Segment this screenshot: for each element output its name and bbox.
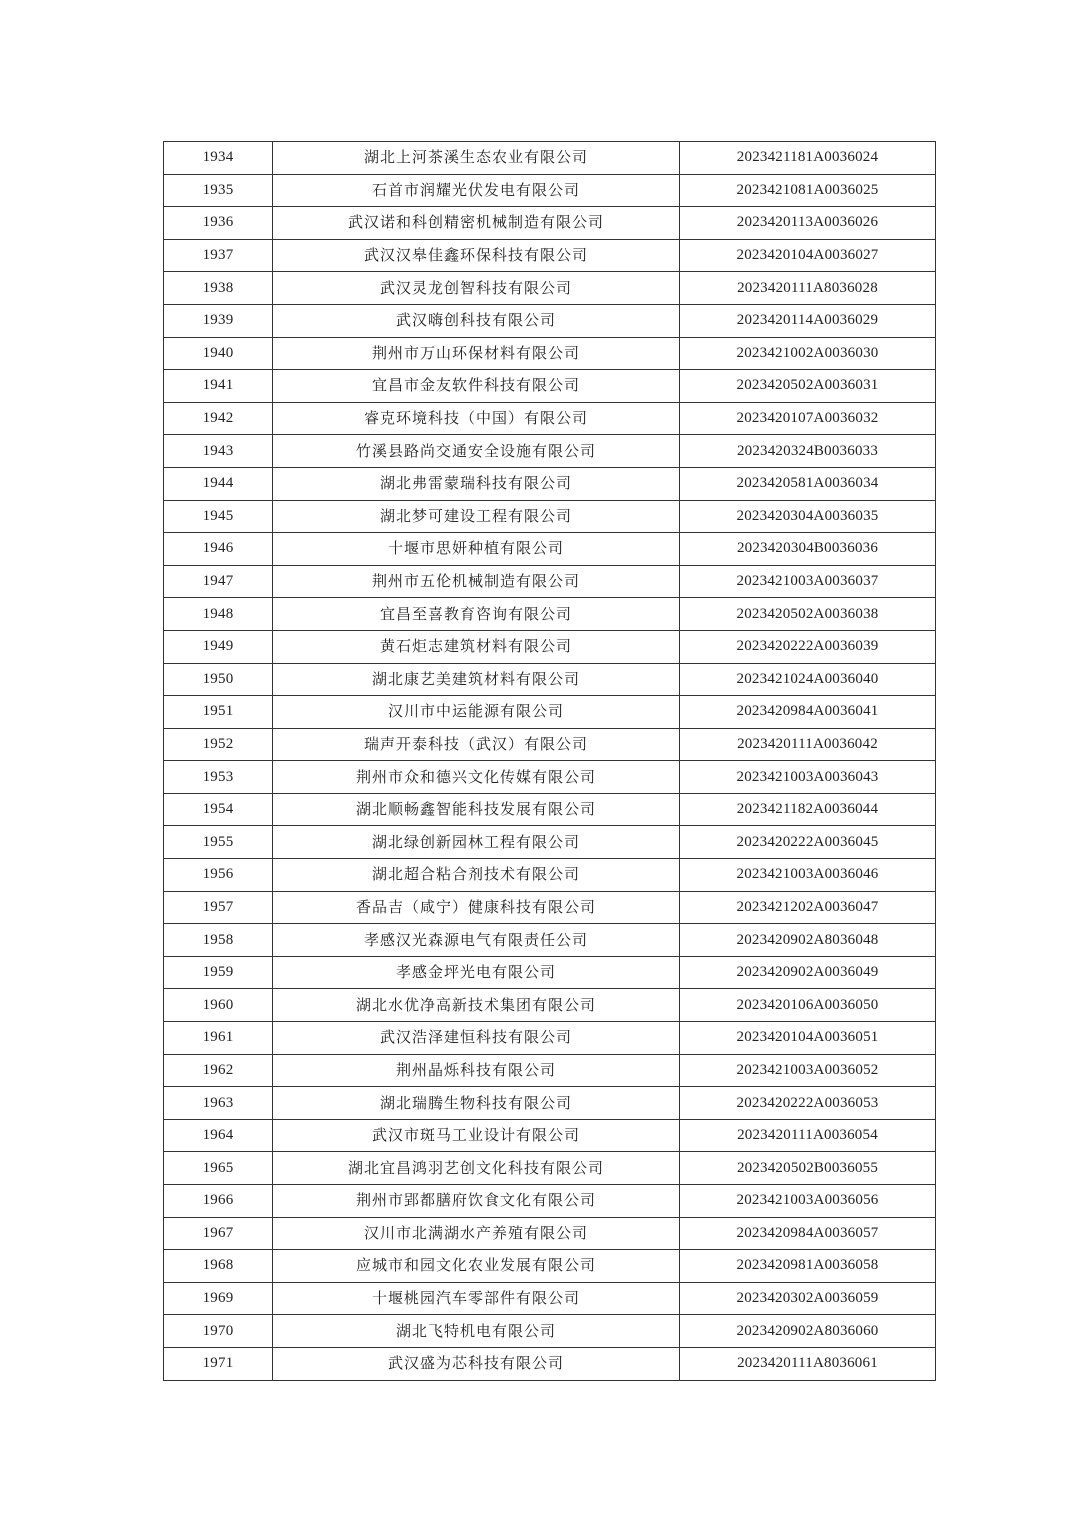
serial-number-cell: 1960	[164, 989, 273, 1022]
company-name-cell: 湖北水优净高新技术集团有限公司	[273, 989, 680, 1022]
serial-number-cell: 1965	[164, 1152, 273, 1185]
table-row	[164, 696, 936, 729]
registration-code-cell: 2023421003A0036037	[680, 565, 936, 598]
registration-code-cell: 2023421081A0036025	[680, 174, 936, 207]
registration-code-cell: 2023420502A0036031	[680, 370, 936, 403]
serial-number-cell: 1957	[164, 891, 273, 924]
serial-number-cell: 1943	[164, 435, 273, 468]
registration-code-cell: 2023420502B0036055	[680, 1152, 936, 1185]
serial-number-cell: 1949	[164, 630, 273, 663]
serial-number-cell: 1941	[164, 370, 273, 403]
registry-table-body	[164, 142, 936, 1381]
company-name-cell: 荆州市郢都膳府饮食文化有限公司	[273, 1185, 680, 1218]
serial-number-cell: 1961	[164, 1022, 273, 1055]
registration-code-cell: 2023421024A0036040	[680, 663, 936, 696]
table-row	[164, 239, 936, 272]
serial-number-cell: 1947	[164, 565, 273, 598]
table-row	[164, 826, 936, 859]
table-row	[164, 1315, 936, 1348]
registration-code-cell: 2023420902A8036060	[680, 1315, 936, 1348]
registration-code-cell: 2023421003A0036056	[680, 1185, 936, 1218]
table-row	[164, 989, 936, 1022]
serial-number-cell: 1951	[164, 696, 273, 729]
company-name-cell: 湖北梦可建设工程有限公司	[273, 500, 680, 533]
table-row	[164, 533, 936, 566]
table-row	[164, 1152, 936, 1185]
company-name-cell: 香品吉（咸宁）健康科技有限公司	[273, 891, 680, 924]
table-row	[164, 1217, 936, 1250]
company-name-cell: 湖北弗雷蒙瑞科技有限公司	[273, 467, 680, 500]
registration-code-cell: 2023420304B0036036	[680, 533, 936, 566]
company-name-cell: 石首市润耀光伏发电有限公司	[273, 174, 680, 207]
registration-code-cell: 2023420222A0036053	[680, 1087, 936, 1120]
serial-number-cell: 1944	[164, 467, 273, 500]
registration-code-cell: 2023421202A0036047	[680, 891, 936, 924]
company-name-cell: 湖北飞特机电有限公司	[273, 1315, 680, 1348]
table-row	[164, 956, 936, 989]
serial-number-cell: 1942	[164, 402, 273, 435]
serial-number-cell: 1968	[164, 1250, 273, 1283]
company-name-cell: 瑞声开泰科技（武汉）有限公司	[273, 728, 680, 761]
registration-code-cell: 2023420302A0036059	[680, 1282, 936, 1315]
table-row	[164, 1282, 936, 1315]
table-row	[164, 761, 936, 794]
table-row	[164, 1185, 936, 1218]
table-row	[164, 402, 936, 435]
serial-number-cell: 1964	[164, 1119, 273, 1152]
serial-number-cell: 1966	[164, 1185, 273, 1218]
registration-code-cell: 2023420111A0036054	[680, 1119, 936, 1152]
company-name-cell: 睿克环境科技（中国）有限公司	[273, 402, 680, 435]
company-name-cell: 汉川市北满湖水产养殖有限公司	[273, 1217, 680, 1250]
serial-number-cell: 1940	[164, 337, 273, 370]
table-row	[164, 565, 936, 598]
table-row	[164, 1087, 936, 1120]
company-name-cell: 汉川市中运能源有限公司	[273, 696, 680, 729]
serial-number-cell: 1938	[164, 272, 273, 305]
company-name-cell: 孝感汉光森源电气有限责任公司	[273, 924, 680, 957]
company-name-cell: 孝感金坪光电有限公司	[273, 956, 680, 989]
table-row	[164, 142, 936, 175]
serial-number-cell: 1954	[164, 793, 273, 826]
registration-code-cell: 2023421003A0036052	[680, 1054, 936, 1087]
company-name-cell: 荆州市万山环保材料有限公司	[273, 337, 680, 370]
registration-code-cell: 2023420111A8036061	[680, 1347, 936, 1380]
serial-number-cell: 1963	[164, 1087, 273, 1120]
serial-number-cell: 1959	[164, 956, 273, 989]
company-name-cell: 武汉浩泽建恒科技有限公司	[273, 1022, 680, 1055]
registration-code-cell: 2023421182A0036044	[680, 793, 936, 826]
registration-code-cell: 2023420902A0036049	[680, 956, 936, 989]
table-row	[164, 924, 936, 957]
table-row	[164, 1347, 936, 1380]
company-name-cell: 湖北瑞腾生物科技有限公司	[273, 1087, 680, 1120]
company-name-cell: 竹溪县路尚交通安全设施有限公司	[273, 435, 680, 468]
table-row	[164, 337, 936, 370]
registration-code-cell: 2023420502A0036038	[680, 598, 936, 631]
serial-number-cell: 1967	[164, 1217, 273, 1250]
company-name-cell: 武汉市斑马工业设计有限公司	[273, 1119, 680, 1152]
registration-code-cell: 2023421002A0036030	[680, 337, 936, 370]
table-row	[164, 1022, 936, 1055]
registration-code-cell: 2023420304A0036035	[680, 500, 936, 533]
registration-code-cell: 2023420114A0036029	[680, 304, 936, 337]
serial-number-cell: 1956	[164, 859, 273, 892]
registration-code-cell: 2023420113A0036026	[680, 207, 936, 240]
table-row	[164, 207, 936, 240]
serial-number-cell: 1948	[164, 598, 273, 631]
serial-number-cell: 1970	[164, 1315, 273, 1348]
table-row	[164, 598, 936, 631]
table-row	[164, 859, 936, 892]
serial-number-cell: 1969	[164, 1282, 273, 1315]
serial-number-cell: 1953	[164, 761, 273, 794]
registry-table	[163, 141, 936, 1381]
serial-number-cell: 1971	[164, 1347, 273, 1380]
company-name-cell: 荆州晶烁科技有限公司	[273, 1054, 680, 1087]
serial-number-cell: 1936	[164, 207, 273, 240]
registration-code-cell: 2023420104A0036027	[680, 239, 936, 272]
table-row	[164, 1054, 936, 1087]
table-row	[164, 728, 936, 761]
registration-code-cell: 2023420111A8036028	[680, 272, 936, 305]
table-row	[164, 630, 936, 663]
table-row	[164, 793, 936, 826]
registration-code-cell: 2023421181A0036024	[680, 142, 936, 175]
company-name-cell: 湖北宜昌鸿羽艺创文化科技有限公司	[273, 1152, 680, 1185]
company-name-cell: 湖北超合粘合剂技术有限公司	[273, 859, 680, 892]
serial-number-cell: 1962	[164, 1054, 273, 1087]
registration-code-cell: 2023420902A8036048	[680, 924, 936, 957]
registration-code-cell: 2023420107A0036032	[680, 402, 936, 435]
registration-code-cell: 2023421003A0036043	[680, 761, 936, 794]
table-row	[164, 174, 936, 207]
company-name-cell: 湖北绿创新园林工程有限公司	[273, 826, 680, 859]
company-name-cell: 宜昌至喜教育咨询有限公司	[273, 598, 680, 631]
registration-code-cell: 2023420324B0036033	[680, 435, 936, 468]
table-row	[164, 370, 936, 403]
registration-code-cell: 2023420984A0036041	[680, 696, 936, 729]
registration-code-cell: 2023420984A0036057	[680, 1217, 936, 1250]
registration-code-cell: 2023421003A0036046	[680, 859, 936, 892]
company-name-cell: 黄石炬志建筑材料有限公司	[273, 630, 680, 663]
table-row	[164, 435, 936, 468]
serial-number-cell: 1946	[164, 533, 273, 566]
company-name-cell: 湖北上河茶溪生态农业有限公司	[273, 142, 680, 175]
company-name-cell: 应城市和园文化农业发展有限公司	[273, 1250, 680, 1283]
serial-number-cell: 1952	[164, 728, 273, 761]
serial-number-cell: 1950	[164, 663, 273, 696]
serial-number-cell: 1939	[164, 304, 273, 337]
company-name-cell: 武汉汉皋佳鑫环保科技有限公司	[273, 239, 680, 272]
table-row	[164, 1119, 936, 1152]
registration-code-cell: 2023420581A0036034	[680, 467, 936, 500]
registration-code-cell: 2023420111A0036042	[680, 728, 936, 761]
company-name-cell: 十堰桃园汽车零部件有限公司	[273, 1282, 680, 1315]
company-name-cell: 十堰市思妍种植有限公司	[273, 533, 680, 566]
company-name-cell: 武汉灵龙创智科技有限公司	[273, 272, 680, 305]
company-name-cell: 武汉嗨创科技有限公司	[273, 304, 680, 337]
registration-code-cell: 2023420222A0036045	[680, 826, 936, 859]
company-name-cell: 武汉诺和科创精密机械制造有限公司	[273, 207, 680, 240]
company-name-cell: 湖北顺畅鑫智能科技发展有限公司	[273, 793, 680, 826]
company-name-cell: 荆州市众和德兴文化传媒有限公司	[273, 761, 680, 794]
table-row	[164, 467, 936, 500]
serial-number-cell: 1935	[164, 174, 273, 207]
serial-number-cell: 1958	[164, 924, 273, 957]
table-row	[164, 304, 936, 337]
registration-code-cell: 2023420981A0036058	[680, 1250, 936, 1283]
table-row	[164, 663, 936, 696]
company-name-cell: 湖北康艺美建筑材料有限公司	[273, 663, 680, 696]
company-name-cell: 荆州市五伦机械制造有限公司	[273, 565, 680, 598]
table-row	[164, 500, 936, 533]
company-name-cell: 宜昌市金友软件科技有限公司	[273, 370, 680, 403]
table-row	[164, 891, 936, 924]
table-row	[164, 272, 936, 305]
serial-number-cell: 1934	[164, 142, 273, 175]
company-name-cell: 武汉盛为芯科技有限公司	[273, 1347, 680, 1380]
serial-number-cell: 1937	[164, 239, 273, 272]
registration-code-cell: 2023420222A0036039	[680, 630, 936, 663]
table-row	[164, 1250, 936, 1283]
serial-number-cell: 1955	[164, 826, 273, 859]
registration-code-cell: 2023420104A0036051	[680, 1022, 936, 1055]
serial-number-cell: 1945	[164, 500, 273, 533]
registration-code-cell: 2023420106A0036050	[680, 989, 936, 1022]
